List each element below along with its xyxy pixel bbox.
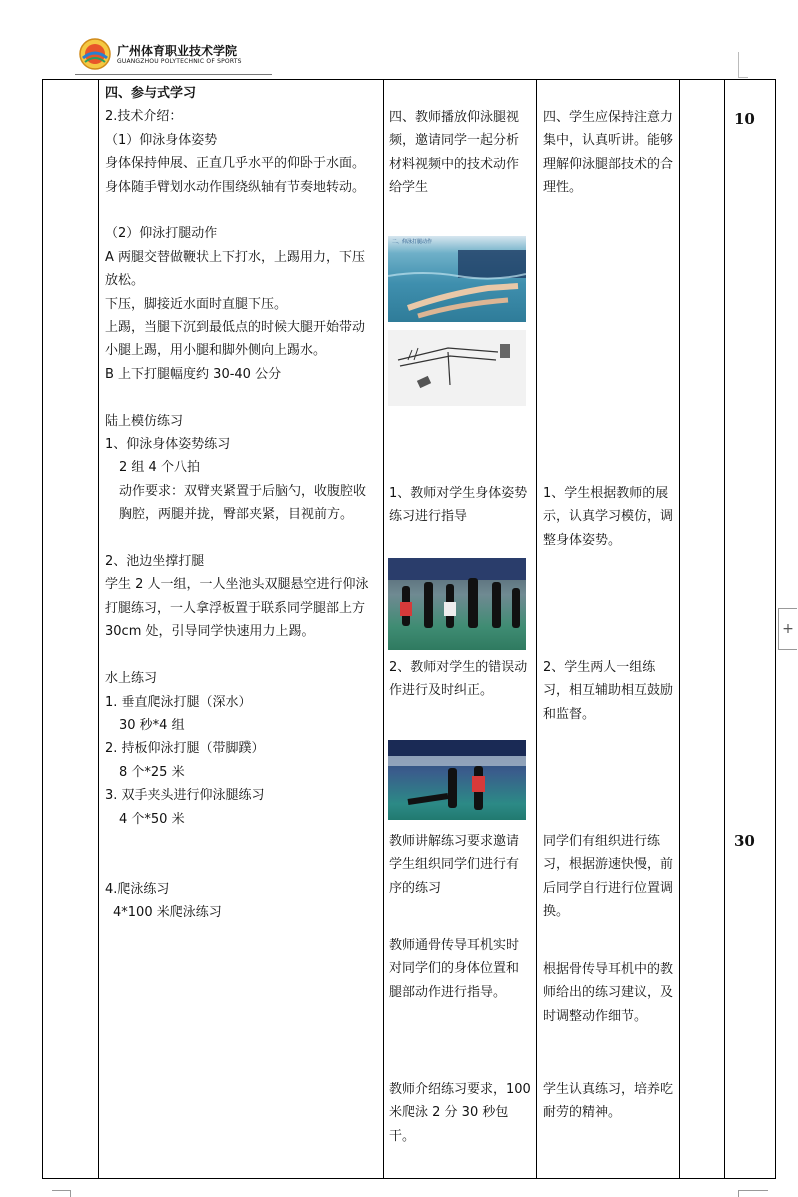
table-border-left bbox=[42, 79, 43, 1179]
student-activity-2: 1、学生根据教师的展示，认真学习模仿，调整身体姿势。 bbox=[543, 486, 674, 548]
students-practice-illustration bbox=[388, 558, 526, 650]
kick-diagram-image bbox=[388, 330, 526, 406]
kick-diagram bbox=[388, 330, 526, 406]
poolside-kick-photo bbox=[388, 740, 526, 820]
teacher-activity-1: 四、教师播放仰泳腿视频，邀请同学一起分析材料视频中的技术动作给学生 bbox=[389, 110, 520, 196]
duration-minutes: 10 bbox=[734, 110, 755, 128]
column-divider bbox=[383, 79, 384, 1179]
expand-button[interactable]: + bbox=[778, 608, 797, 650]
content-line: 8 个*25 米 bbox=[119, 764, 185, 780]
blank-line bbox=[105, 831, 377, 854]
content-line: 四、参与式学习 bbox=[105, 86, 197, 101]
content-line: 动作要求：双臂夹紧置于后脑勺，收腹腔收胸腔，两腿并拢，臀部夹紧，目视前方。 bbox=[119, 483, 367, 523]
content-line: 4.爬泳练习 bbox=[105, 881, 170, 897]
content-line: 1. 垂直爬泳打腿（深水） bbox=[105, 694, 252, 710]
column-divider bbox=[679, 79, 680, 1179]
student-activity-3: 2、学生两人一组练习，相互辅助相互鼓励和监督。 bbox=[543, 660, 674, 722]
blank-line bbox=[105, 199, 377, 222]
column-divider bbox=[98, 79, 99, 1179]
content-line: 3. 双手夹头进行仰泳腿练习 bbox=[105, 788, 265, 804]
content-line: 上踢，当腿下沉到最低点的时候大腿开始带动小腿上踢，用小腿和脚外侧向上踢水。 bbox=[105, 320, 366, 359]
page-edge-marker bbox=[738, 1190, 768, 1191]
content-line: 4*100 米爬泳练习 bbox=[113, 905, 222, 921]
blank-line bbox=[105, 854, 377, 877]
backstroke-kick-photo bbox=[388, 236, 526, 322]
swimmer-illustration bbox=[388, 236, 526, 322]
content-line: 2、池边坐撑打腿 bbox=[105, 554, 205, 570]
content-line: （1）仰泳身体姿势 bbox=[105, 132, 218, 148]
school-logo-icon bbox=[79, 38, 111, 70]
learning-content-column bbox=[105, 82, 377, 925]
content-line: （2）仰泳打腿动作 bbox=[105, 226, 218, 242]
content-line: 4 个*50 米 bbox=[119, 811, 185, 827]
content-line: A 两腿交替做鞭状上下打水，上踢用力，下压放松。 bbox=[105, 249, 366, 289]
content-line: 1、仰泳身体姿势练习 bbox=[105, 437, 231, 453]
student-activity-6: 学生认真练习，培养吃耐劳的精神。 bbox=[543, 1082, 674, 1121]
school-name-en: GUANGZHOU POLYTECHNIC OF SPORTS bbox=[117, 58, 242, 65]
blank-line bbox=[105, 527, 377, 550]
student-activity-5: 根据骨传导耳机中的教师给出的练习建议，及时调整动作细节。 bbox=[543, 962, 674, 1024]
content-line: 身体保持伸展、正直几乎水平的仰卧于水面。身体随手臂划水动作围绕纵轴有节奏地转动。 bbox=[105, 156, 366, 195]
teacher-activity-2: 1、教师对学生身体姿势练习进行指导 bbox=[389, 486, 528, 525]
content-line: 下压，脚接近水面时直腿下压。 bbox=[105, 296, 288, 312]
page-edge-marker bbox=[738, 1190, 739, 1197]
content-line: 水上练习 bbox=[105, 671, 158, 687]
teacher-activity-3: 2、教师对学生的错误动作进行及时纠正。 bbox=[389, 660, 528, 699]
content-line: 2.技术介绍： bbox=[105, 109, 183, 125]
content-line: 2 组 4 个八拍 bbox=[119, 460, 200, 476]
page-edge-marker bbox=[52, 1190, 70, 1191]
column-divider bbox=[724, 79, 725, 1179]
page-edge-marker bbox=[70, 1190, 71, 1197]
header-divider bbox=[75, 74, 272, 75]
content-line: 学生 2 人一组，一人坐池头双腿悬空进行仰泳打腿练习，一人拿浮板置于联系同学腿部上方 30cm 处，引导同学快速用力上踢。 bbox=[105, 577, 369, 640]
content-line: 30 秒*4 组 bbox=[119, 717, 185, 733]
teacher-activity-4: 教师讲解练习要求邀请学生组织同学们进行有序的练习 bbox=[389, 834, 520, 896]
teacher-activity-5: 教师通骨传导耳机实时对同学们的身体位置和腿部动作进行指导。 bbox=[389, 938, 520, 1000]
poolside-illustration bbox=[388, 740, 526, 820]
margin-marker bbox=[738, 77, 748, 78]
margin-marker bbox=[738, 52, 739, 78]
blank-line bbox=[105, 386, 377, 409]
student-activity-4: 同学们有组织进行练习，根据游速快慢，前后同学自行进行位置调换。 bbox=[543, 834, 674, 920]
content-line: 2. 持板仰泳打腿（带脚蹼） bbox=[105, 741, 265, 757]
land-practice-photo bbox=[388, 558, 526, 650]
duration-minutes: 30 bbox=[734, 832, 755, 850]
column-divider bbox=[536, 79, 537, 1179]
photo-caption: 二、仰泳打腿动作 bbox=[392, 239, 433, 245]
teacher-activity-6: 教师介绍练习要求，100 米爬泳 2 分 30 秒包干。 bbox=[389, 1082, 531, 1144]
school-name: 广州体育职业技术学院 bbox=[117, 44, 238, 58]
table-border-right bbox=[775, 79, 776, 1179]
content-line: 陆上模仿练习 bbox=[105, 413, 184, 429]
student-activity-1: 四、学生应保持注意力集中，认真听讲。能够理解仰泳腿部技术的合理性。 bbox=[543, 110, 674, 196]
table-border-top bbox=[42, 79, 775, 80]
content-line: B 上下打腿幅度约 30-40 公分 bbox=[105, 366, 282, 382]
blank-line bbox=[105, 644, 377, 667]
table-border-bottom bbox=[42, 1178, 775, 1179]
page-header bbox=[75, 36, 275, 76]
